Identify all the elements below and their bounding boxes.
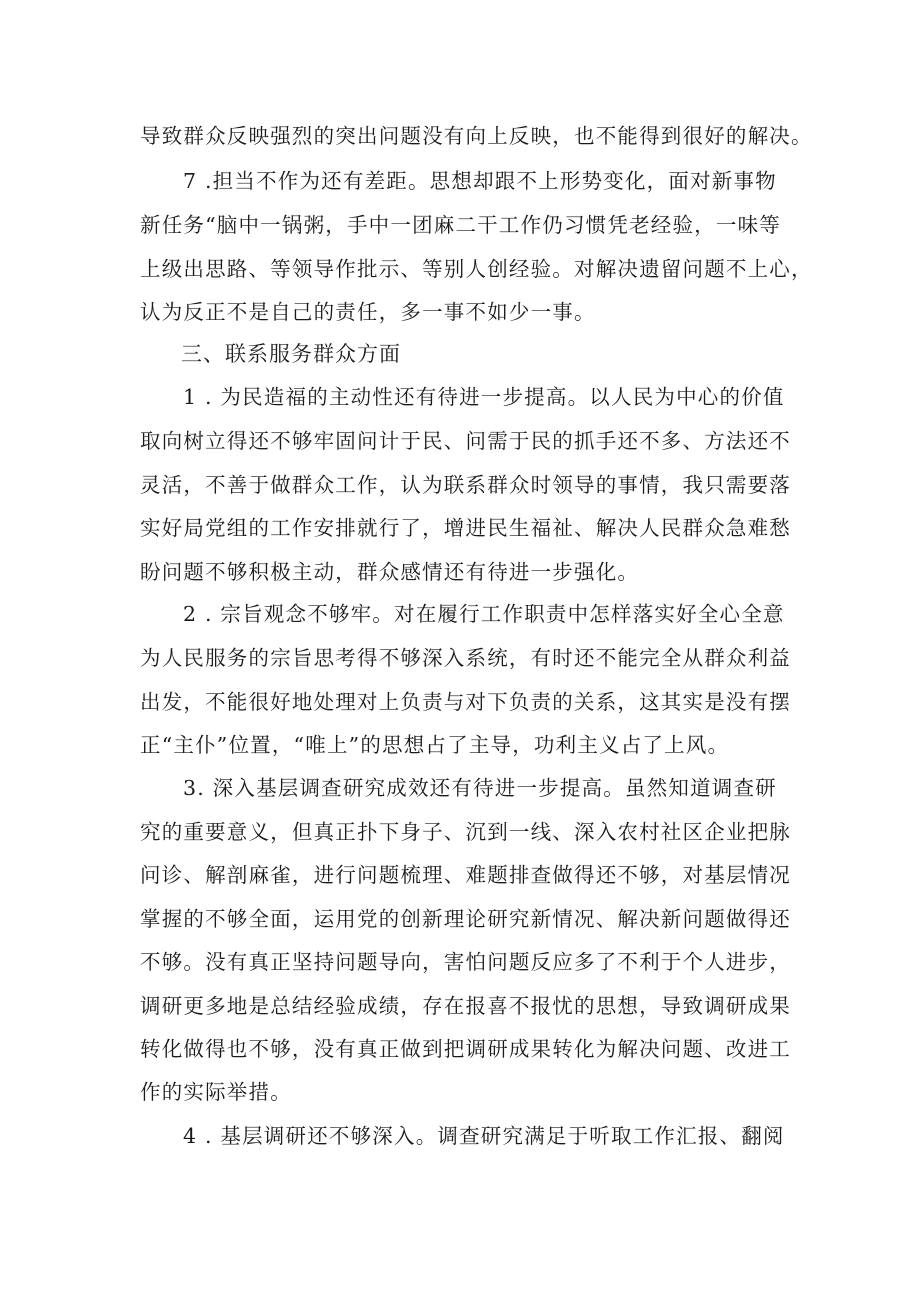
paragraph-line: 正“主仆”位置，“唯上”的思想占了主导，功利主义占了上风。 bbox=[140, 733, 730, 757]
paragraph-line: 问诊、解剖麻雀，进行问题梳理、难题排查做得还不够，对基层情况 bbox=[140, 863, 791, 887]
section-heading: 三、联系服务群众方面 bbox=[181, 342, 401, 366]
paragraph-line: 4 . 基层调研还不够深入。调查研究满足于听取工作汇报、翻阅 bbox=[183, 1124, 785, 1148]
paragraph-line: 实好局党组的工作安排就行了，增进民生福祉、解决人民群众急难愁 bbox=[140, 516, 791, 540]
paragraph-line: 7 .担当不作为还有差距。思想却跟不上形势变化，面对新事物 bbox=[183, 169, 777, 193]
paragraph-line: 出发，不能很好地处理对上负责与对下负责的关系，这其实是没有摆 bbox=[140, 690, 791, 714]
paragraph-line: 导致群众反映强烈的突出问题没有向上反映，也不能得到很好的解决。 bbox=[140, 124, 813, 148]
paragraph-line: 调研更多地是总结经验成绩，存在报喜不报忧的思想，导致调研成果 bbox=[140, 994, 791, 1018]
paragraph-line: 1 . 为民造福的主动性还有待进一步提高。以人民为中心的价值 bbox=[183, 385, 785, 409]
paragraph-line: 不够。没有真正坚持问题导向，害怕问题反应多了不利于个人进步， bbox=[140, 950, 791, 974]
paragraph-line: 盼问题不够积极主动，群众感情还有待进一步强化。 bbox=[140, 560, 640, 584]
paragraph-line: 2 . 宗旨观念不够牢。对在履行工作职责中怎样落实好全心全意 bbox=[183, 602, 785, 626]
paragraph-line: 作的实际举措。 bbox=[140, 1080, 292, 1104]
paragraph-line: 取向树立得还不够牢固问计于民、问需于民的抓手还不多、方法还不 bbox=[140, 429, 791, 453]
paragraph-line: 掌握的不够全面，运用党的创新理论研究新情况、解决新问题做得还 bbox=[140, 907, 791, 931]
paragraph-line: 为人民服务的宗旨思考得不够深入系统，有时还不能完全从群众利益 bbox=[140, 646, 791, 670]
paragraph-line: 究的重要意义，但真正扑下身子、沉到一线、深入农村社区企业把脉 bbox=[140, 820, 791, 844]
paragraph-line: 新任务“脑中一锅粥，手中一团麻二干工作仍习惯凭老经验，一味等 bbox=[140, 213, 781, 237]
paragraph-line: 转化做得也不够，没有真正做到把调研成果转化为解决问题、改进工 bbox=[140, 1037, 791, 1061]
paragraph-line: 3. 深入基层调查研究成效还有待进一步提高。虽然知道调查研 bbox=[183, 776, 777, 800]
paragraph-line: 认为反正不是自己的责任，多一事不如少一事。 bbox=[140, 300, 596, 324]
paragraph-line: 灵活，不善于做群众工作，认为联系群众时领导的事情，我只需要落 bbox=[140, 473, 791, 497]
paragraph-line: 上级出思路、等领导作批示、等别人创经验。对解决遗留问题不上心， bbox=[140, 257, 813, 281]
